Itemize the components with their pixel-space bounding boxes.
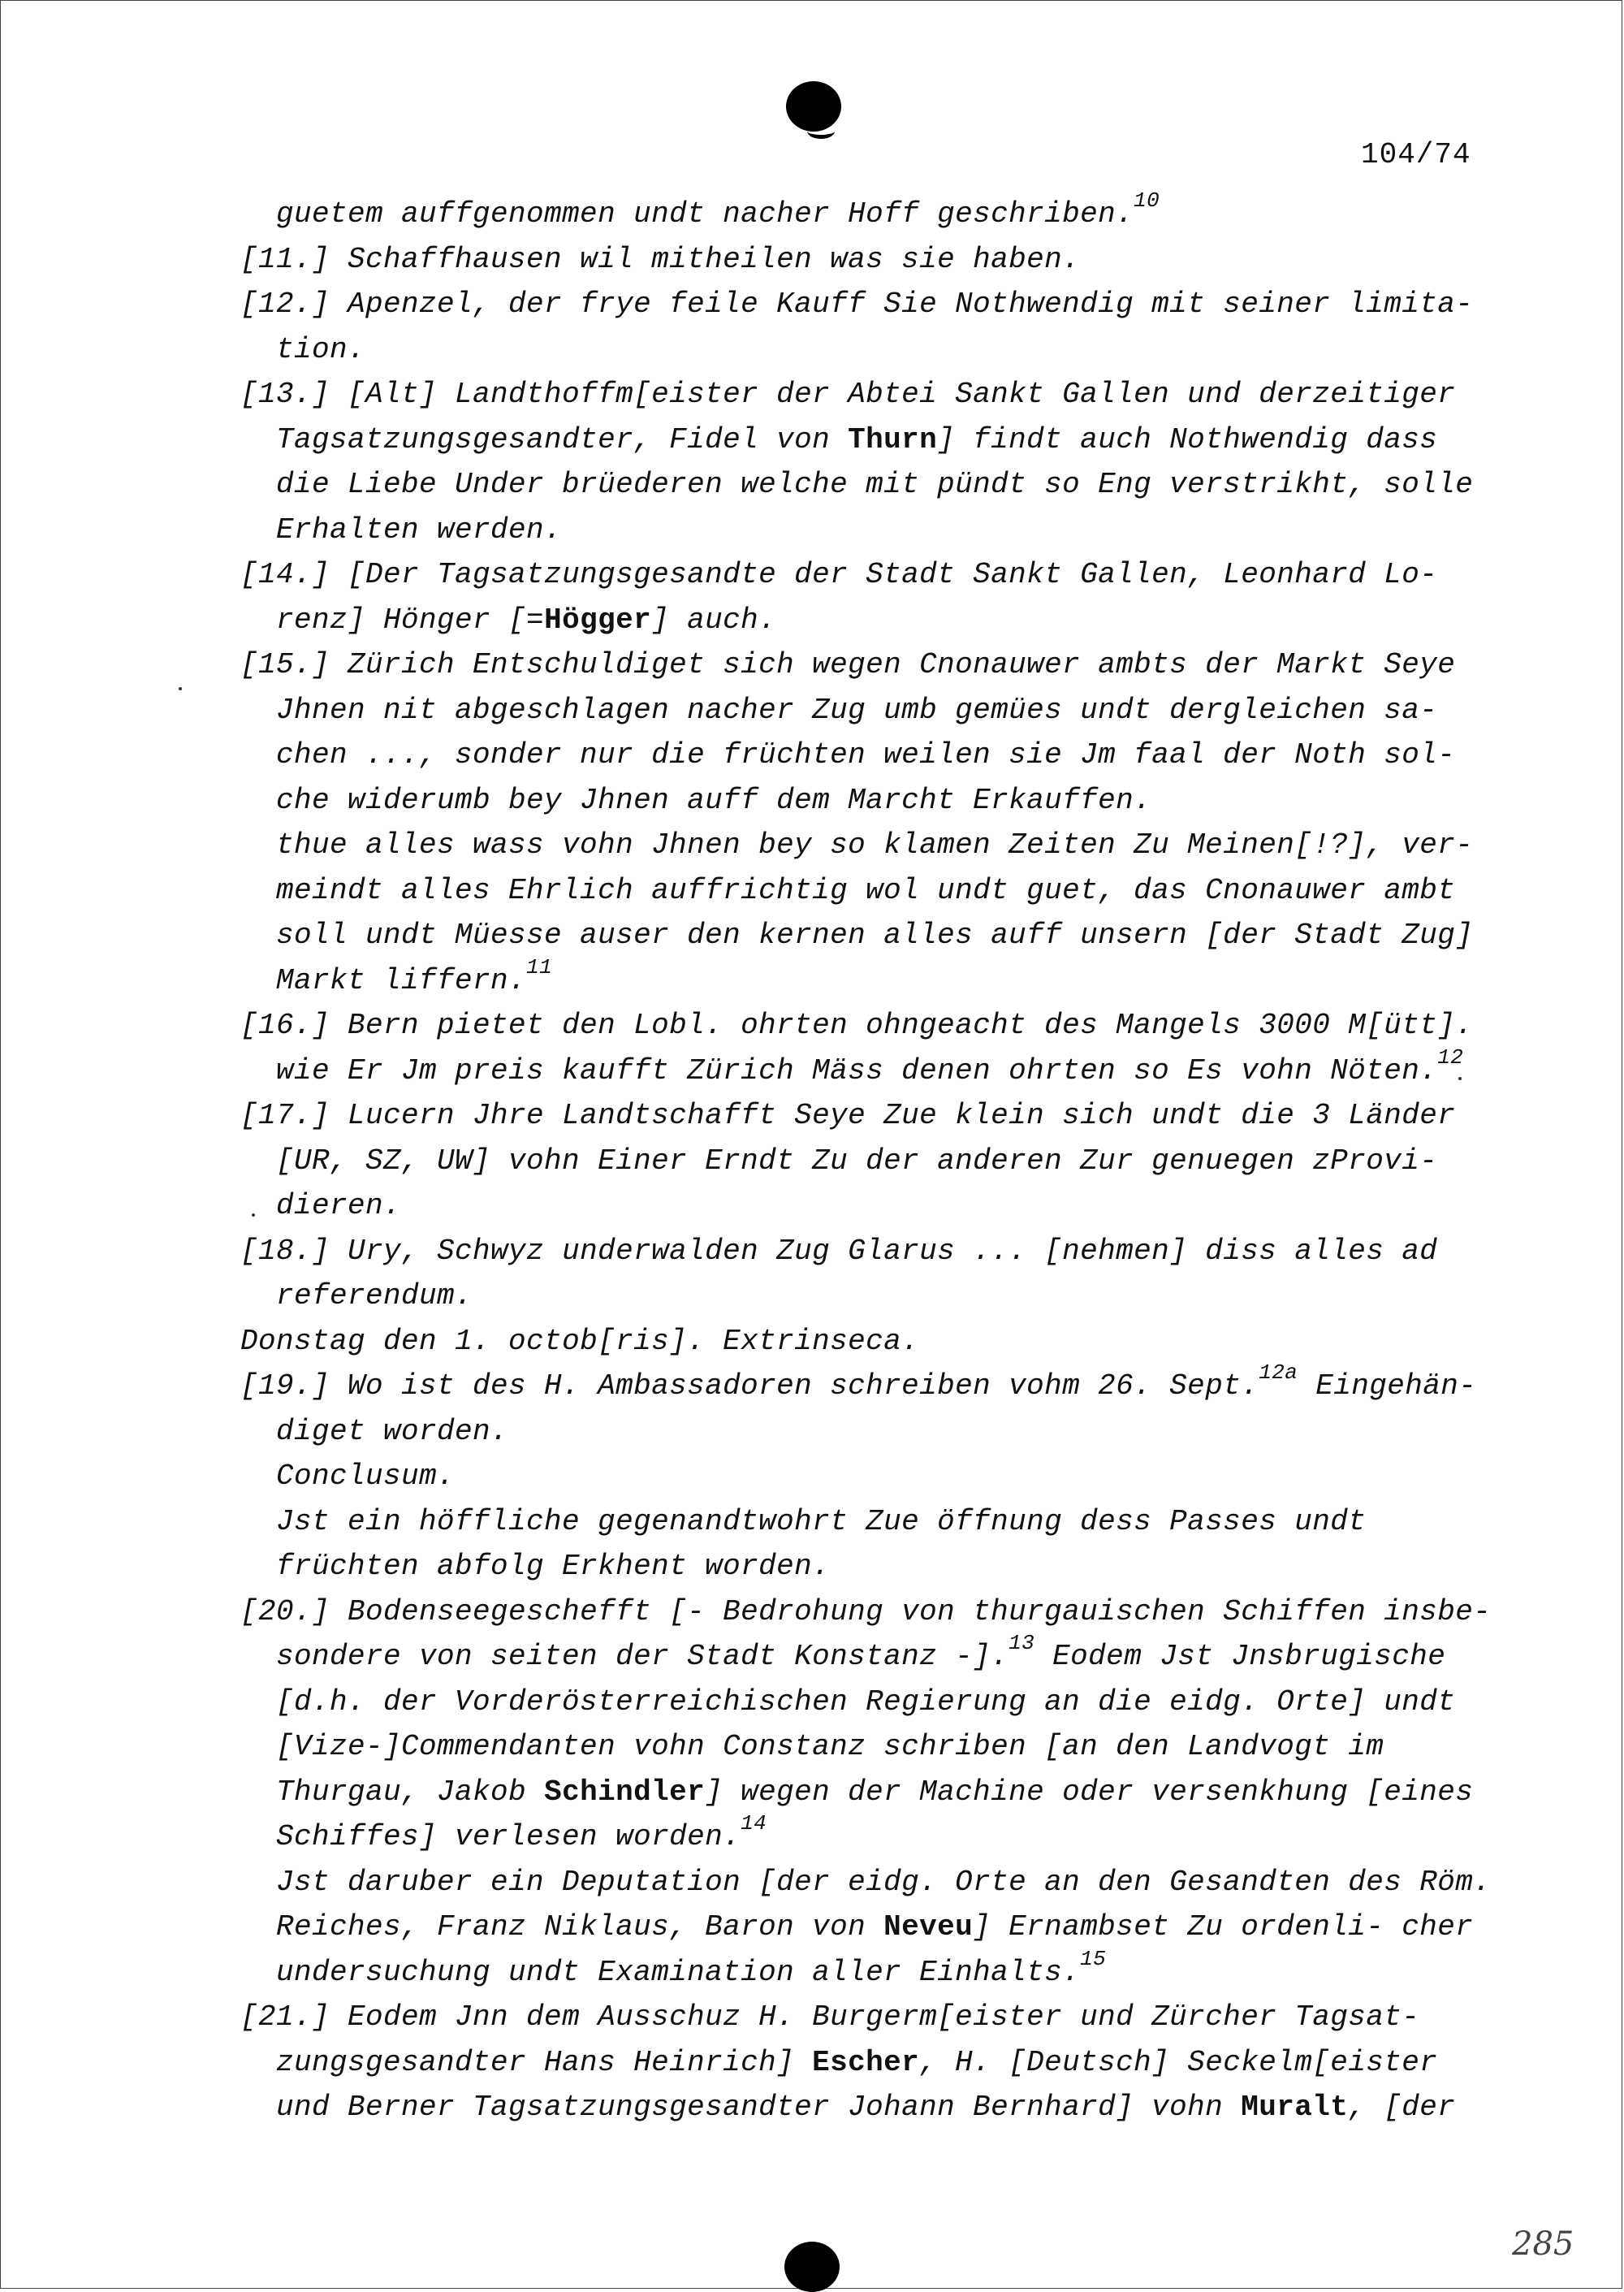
footnote-ref: 14 [741,1811,767,1836]
punch-hole-top [786,81,841,132]
footnote-ref: 11 [526,954,553,980]
entry-21: [21.] Eodem Jnn dem Ausschuz H. Burgerm[eister und Zürcher Tagsat- zungsgesandter Hans Heinrich] Escher, H. [Deutsch] Seckelm[eister und Berner Tagsatzungsgesandter Johann Bernhard] vohn Muralt, [der [240,2000,1456,2124]
entry-19: [19.] Wo ist des H. Ambassadoren schreiben vohm 26. Sept.$^{12a}$ Eingehän- diget worden. [240,1360,1477,1448]
conclusum-label: Conclusum. [276,1460,456,1493]
date-heading: Donstag den 1. octob[ris]. Extrinseca. [240,1324,920,1358]
entry-15: [15.] Zürich Entschuldiget sich wegen Cnonauwer ambts der Markt Seye Jhnen nit abgeschlagen nacher Zug umb gemües undt dergleichen sa- chen ..., sonder nur die früchten weilen sie Jm faal der Noth sol- che widerumb bey Jhnen auff dem Marcht Erkauffen. [240,648,1456,817]
person-name: Neveu [883,1910,974,1944]
entry-19-continuation: Jst ein höffliche gegenandtwohrt Zue öffnung dess Passes undt früchten abfolg Erkhent worden. [276,1504,1367,1583]
entry-14: [14.] [Der Tagsatzungsgesandte der Stadt Sankt Gallen, Leonhard Lo- renz] Hönger [=Högger] auch. [240,558,1438,637]
punch-hole-bottom [784,2242,840,2292]
entry-17: [17.] Lucern Jhre Landtschafft Seye Zue klein sich undt die 3 Länder [UR, SZ, UW] vohn Einer Erndt Zu der anderen Zur genuegen zProvi- dieren. [240,1099,1456,1222]
person-name: Escher [812,2045,920,2079]
footnote-ref: 12 [1437,1044,1464,1070]
scan-speck [179,687,182,690]
entry-20: [20.] Bodenseegeschefft [- Bedrohung von thurgauischen Schiffen insbe- sondere von seiten der Stadt Konstanz -].$^{13}$ Eodem Jst Jnsbrugische [d.h. der Vorderösterreichischen Regierung an die eidg. Orte] undt [Vize-]Commendanten vohn Constanz schriben [an den Landvogt im Thurgau, Jakob Schindler] wegen der Machine oder versenkhung [eines Schiffes] verlesen worden.$^{14}$ [240,1594,1492,1853]
text-line: guetem auffgenommen undt nacher Hoff geschriben.$^{10}$ [276,188,1160,231]
handwritten-folio-number: 285 [1512,2225,1574,2263]
entry-15-continuation: thue alles wass vohn Jhnen bey so klamen Zeiten Zu Meinen[!?], ver- meindt alles Ehrlich auffrichtig wol undt guet, das Cnonauwer ambt soll undt Müesse auser den kernen alles auff unsern [der Stadt Zug] Markt liffern.$^{11}$ [276,828,1474,997]
footnote-ref: 13 [1009,1631,1035,1655]
person-name: Muralt [1241,2091,1349,2124]
footnote-ref: 15 [1080,1946,1107,1971]
page-number: 104/74 [1361,138,1471,171]
person-name: Thurn [848,422,938,456]
entry-16: [16.] Bern pietet den Lobl. ohrten ohngeacht des Mangels 3000 M[ütt]. wie Er Jm preis kaufft Zürich Mäss denen ohrten so Es vohn Nöten.$^{12}$ [240,1009,1474,1088]
entry-12: [12.] Apenzel, der frye feile Kauff Sie Nothwendig mit seiner limita- tion. [240,288,1474,366]
entry-13: [13.] [Alt] Landthoffm[eister der Abtei Sankt Gallen und derzeitiger Tagsatzungsgesandter, Fidel von Thurn] findt auch Nothwendig dass die Liebe Under brüederen welche mit pündt so Eng verstrikht, solle Erhalten werden. [240,378,1474,547]
footnote-ref: 12a [1259,1360,1298,1385]
person-name: Schindler [544,1775,706,1809]
entry-18: [18.] Ury, Schwyz underwalden Zug Glarus ... [nehmen] diss alles ad referendum. [240,1234,1438,1312]
footnote-ref: 10 [1134,188,1160,213]
entry-20-continuation: Jst daruber ein Deputation [der eidg. Orte an den Gesandten des Röm. Reiches, Franz Niklaus, Baron von Neveu] Ernambset Zu ordenli- cher undersuchung undt Examination aller Einhalts.$^{15}$ [276,1865,1492,1989]
person-name: Högger [544,603,652,637]
document-text [240,188,1499,2130]
entry-11: [11.] Schaffhausen wil mitheilen was sie haben. [240,242,1081,276]
